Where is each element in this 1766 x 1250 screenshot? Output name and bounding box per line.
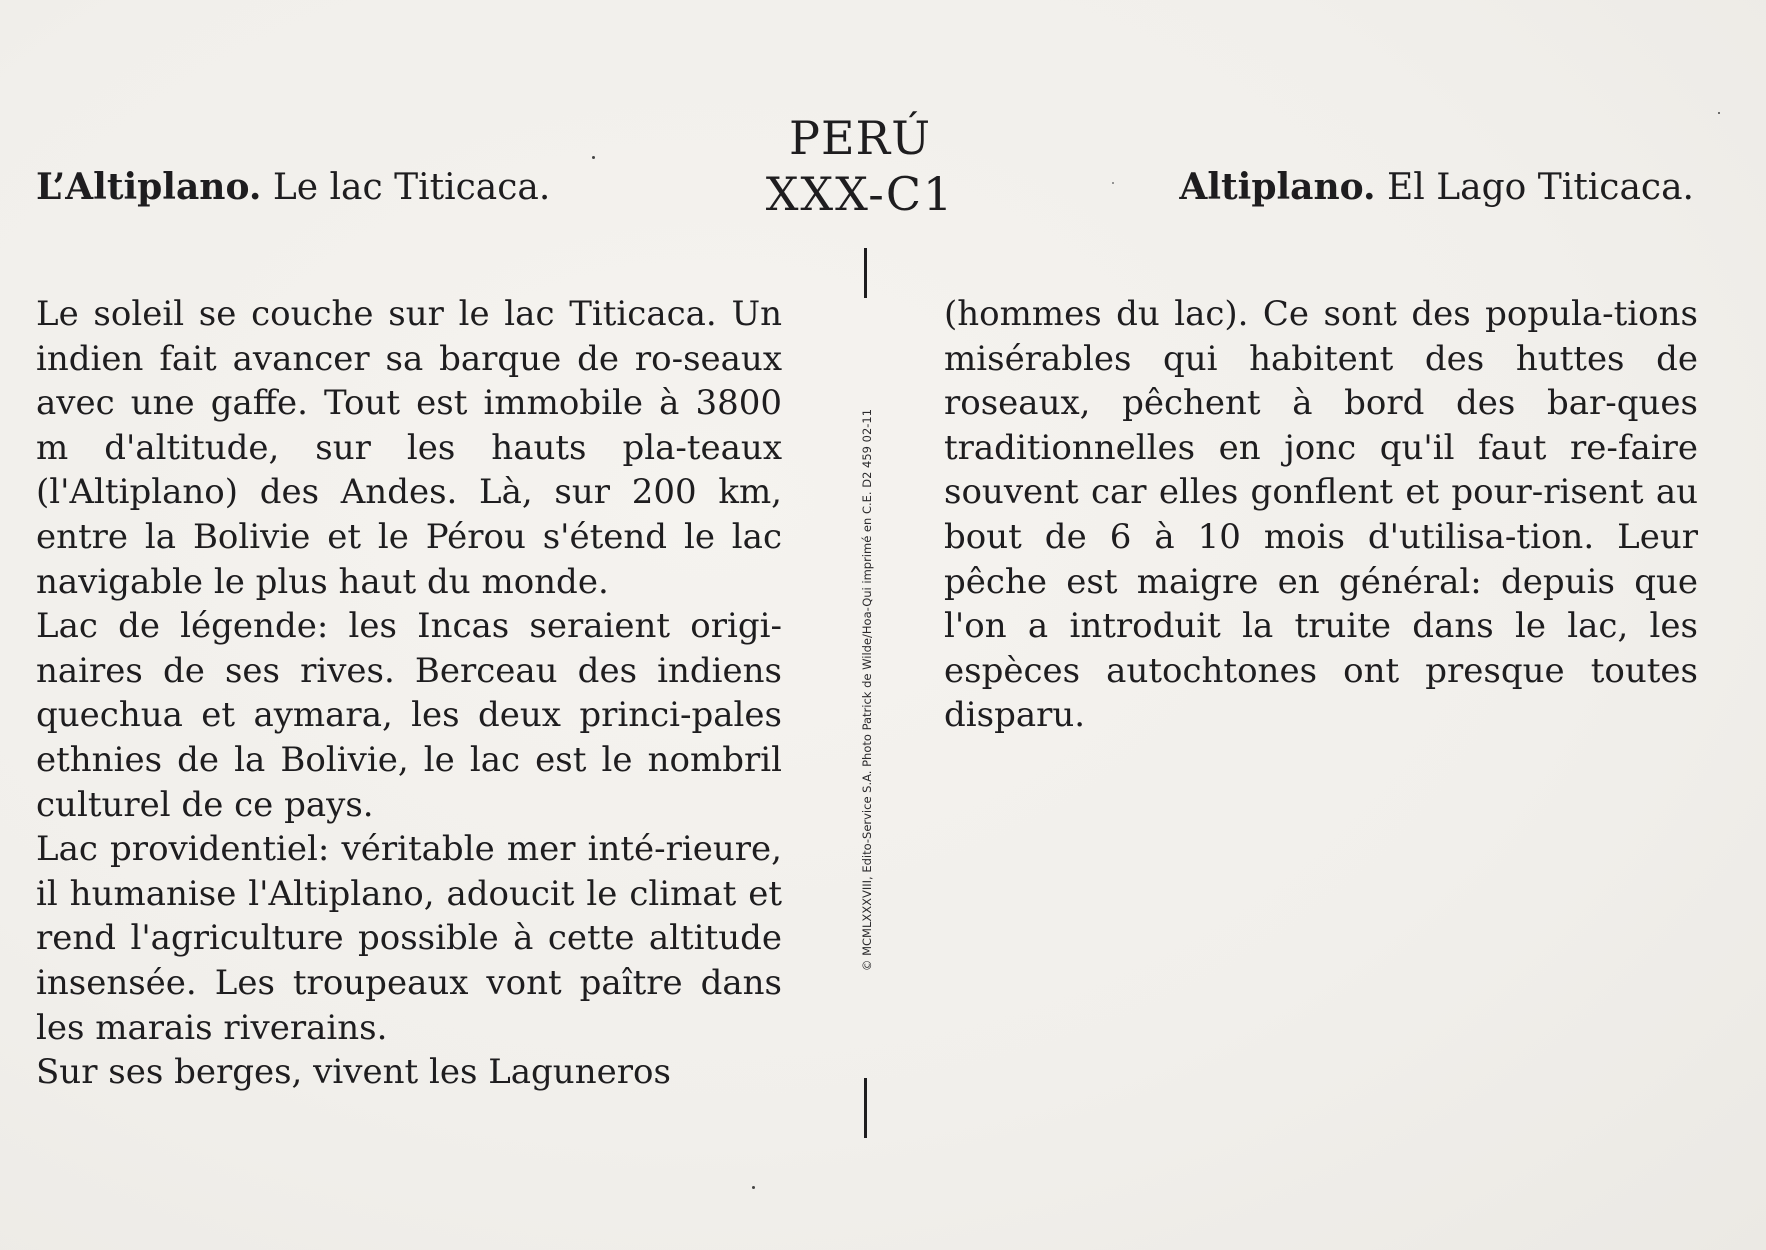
title-spanish-bold: Altiplano. — [1179, 166, 1376, 208]
paragraph: Lac providentiel: véritable mer inté-rieure, il humanise l'Altiplano, adoucit le climat et rend l'agriculture possible à cette altitude insensée. Les troupeaux vont paître dans les marais riverains. — [36, 829, 782, 1048]
title-french-rest: Le lac Titicaca. — [272, 167, 551, 208]
divider-line-bottom — [864, 1078, 867, 1138]
title-french — [36, 166, 550, 208]
country-heading — [760, 110, 960, 222]
paper-speck — [592, 156, 595, 159]
card-code: XXX-C1 — [765, 167, 955, 221]
text-column-right — [944, 292, 1698, 738]
country-name: PERÚ — [789, 111, 931, 165]
divider-line-top — [864, 248, 867, 298]
paragraph: Sur ses berges, vivent les Laguneros — [36, 1052, 671, 1093]
title-french-bold: L’Altiplano. — [36, 166, 262, 208]
paper-speck — [1718, 112, 1720, 114]
paragraph: Lac de légende: les Incas seraient origi-naires de ses rives. Berceau des indiens quechua et aymara, les deux princi-pales ethnies de la Bolivie, le lac est le nombril culturel de ce pays. — [36, 606, 782, 825]
title-spanish — [1179, 166, 1694, 208]
paragraph: (hommes du lac). Ce sont des popula-tions misérables qui habitent des huttes de roseaux, pêchent à bord des bar-ques traditionnelles en jonc qu'il faut re-faire souvent car elles gonflent et pour-risent au bout de 6 à 10 mois d'utilisa-tion. Leur pêche est maigre en général: depuis que l'on a introduit la truite dans le lac, les espèces autochtones ont presque toutes disparu. — [944, 294, 1698, 736]
paragraph: Le soleil se couche sur le lac Titicaca. Un indien fait avancer sa barque de ro-seaux avec une gaffe. Tout est immobile à 3800 m d'altitude, sur les hauts pla-teaux (l'Altiplano) des Andes. Là, sur 200 km, entre la Bolivie et le Pérou s'étend le lac navigable le plus haut du monde. — [36, 294, 782, 602]
copyright-credit: © MCMLXXXVIII, Edito-Service S.A. Photo Patrick de Wilde/Hoa-Qui imprimé en C.E. D2 459 02-11 — [860, 408, 874, 972]
paper-speck — [1112, 182, 1114, 184]
title-spanish-rest: El Lago Titicaca. — [1387, 167, 1694, 208]
text-column-left — [36, 292, 782, 1095]
paper-speck — [752, 1186, 755, 1189]
